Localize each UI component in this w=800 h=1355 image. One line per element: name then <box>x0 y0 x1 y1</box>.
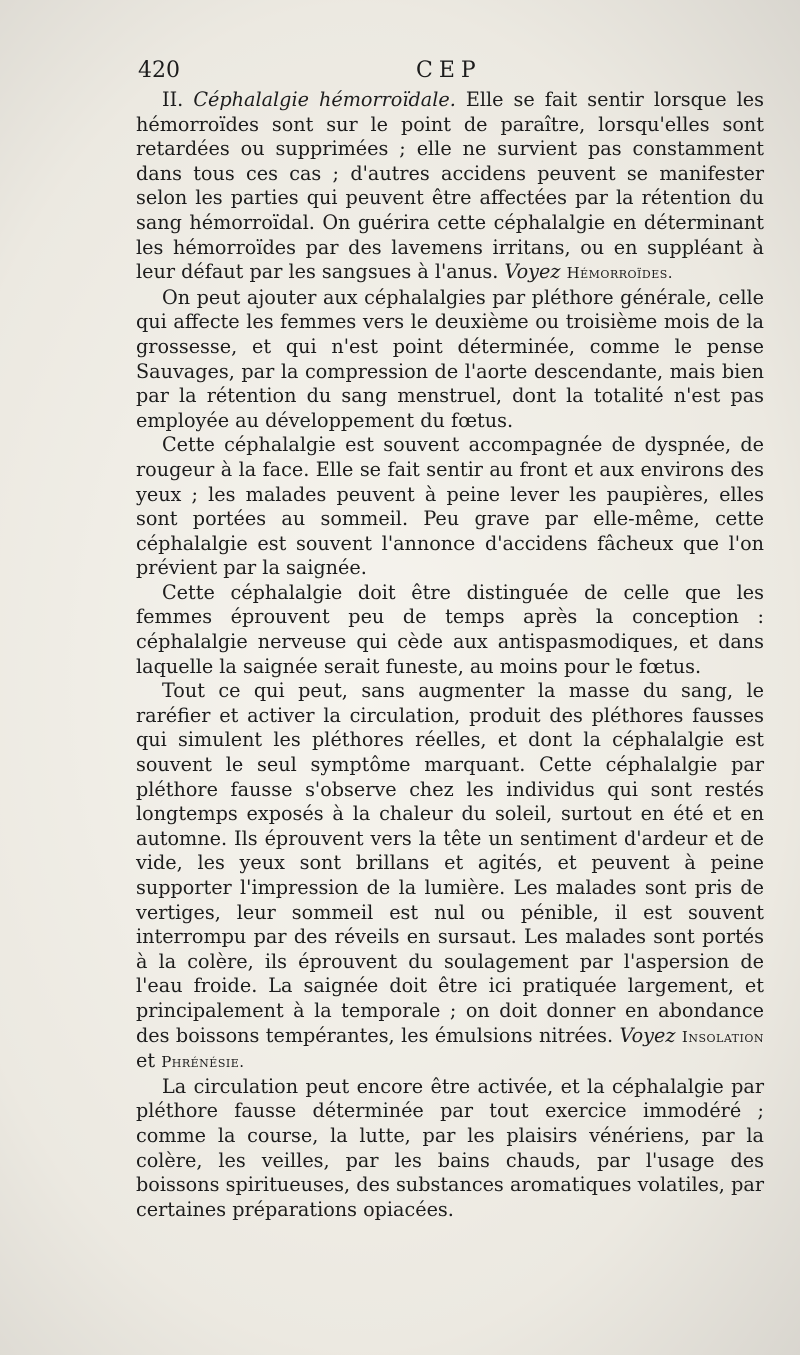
page-number: 420 <box>138 58 180 83</box>
paragraph: On peut ajouter aux céphalalgies par pléthore générale, celle qui affecte les femmes vers le deuxième ou troisième mois de la grossesse, et qui n'est point déterminée, comme le pense Sauvages, par la compression de l'aorte descendante, mais bien par la rétention du sang menstruel, dont la totalité n'est pas employée au développement du fœtus. <box>136 285 764 432</box>
see-also-reference: Insolation <box>681 1027 764 1046</box>
running-head <box>138 58 762 88</box>
see-also-reference: Phrénésie. <box>161 1053 245 1072</box>
paragraph: Cette céphalalgie doit être distinguée de celle que les femmes éprouvent peu de temps après la conception : céphalalgie nerveuse qui cède aux antispasmodiques, et dans laquelle la saignée serait funeste, au moins pour le fœtus. <box>136 580 764 678</box>
paragraph-cephalalgie-hemorroidale <box>136 88 764 286</box>
paragraph-plethore-fausse <box>136 679 764 1075</box>
paragraph-text: Elle se fait sentir lorsque les hémorroïdes sont sur le point de paraître, lorsqu'elles sont retardées ou supprimées ; elle ne survient pas constamment dans tous ces cas ; d'autres accidens peuvent se manifester selon les parties qui peuvent être affectées par la rétention du sang hémorroïdal. On guérira cette céphalalgie en déterminant les hémorroïdes par des lavemens irritans, ou en suppléant à leur défaut par les sangsues à l'anus. <box>136 88 764 284</box>
see-also-word: Voyez <box>619 1023 676 1047</box>
section-numeral: II. <box>162 88 184 111</box>
paragraph: Cette céphalalgie est souvent accompagnée de dyspnée, de rougeur à la face. Elle se fait sentir au front et aux environs des yeux ; les malades peuvent à peine lever les paupières, elles sont portées au sommeil. Peu grave par elle-même, cette céphalalgie est souvent l'annonce d'accidens fâcheux que l'on prévient par la saignée. <box>136 433 764 580</box>
see-also-conjunction: et <box>136 1049 156 1073</box>
section-title: Céphalalgie hémorroïdale. <box>193 88 456 111</box>
section-header: CEP <box>416 58 482 83</box>
see-also-word: Voyez <box>504 260 561 284</box>
paragraph: La circulation peut encore être activée, et la céphalalgie par pléthore fausse déterminée par tout exercice immodéré ; comme la course, la lutte, par les plaisirs vénériens, par la colère, les veilles, par les bains chauds, par l'usage des boissons spiritueuses, des substances aromatiques volatiles, par certaines préparations opiacées. <box>136 1074 764 1221</box>
body-text <box>136 88 764 1222</box>
see-also-reference: Hémorroïdes. <box>566 264 674 283</box>
paragraph-text: Tout ce qui peut, sans augmenter la masse du sang, le raréfier et activer la circulation, produit des pléthores fausses qui simulent les pléthores réelles, et dont la céphalalgie est souvent le seul symptôme marquant. Cette céphalalgie par pléthore fausse s'observe chez les individus qui sont restés longtemps exposés à la chaleur du soleil, surtout en été et en automne. Ils éprouvent vers la tête un sentiment d'ardeur et de vide, les yeux sont brillans et agités, et peuvent à peine supporter l'impression de la lumière. Les malades sont pris de vertiges, leur sommeil est nul ou pénible, il est souvent interrompu par des réveils en sursaut. Les malades sont portés à la colère, ils éprouvent du soulagement par l'aspersion de l'eau froide. La saignée doit être ici pratiquée largement, et principalement à la temporale ; on doit donner en abondance des boissons tempérantes, les émulsions nitrées. <box>136 679 764 1047</box>
